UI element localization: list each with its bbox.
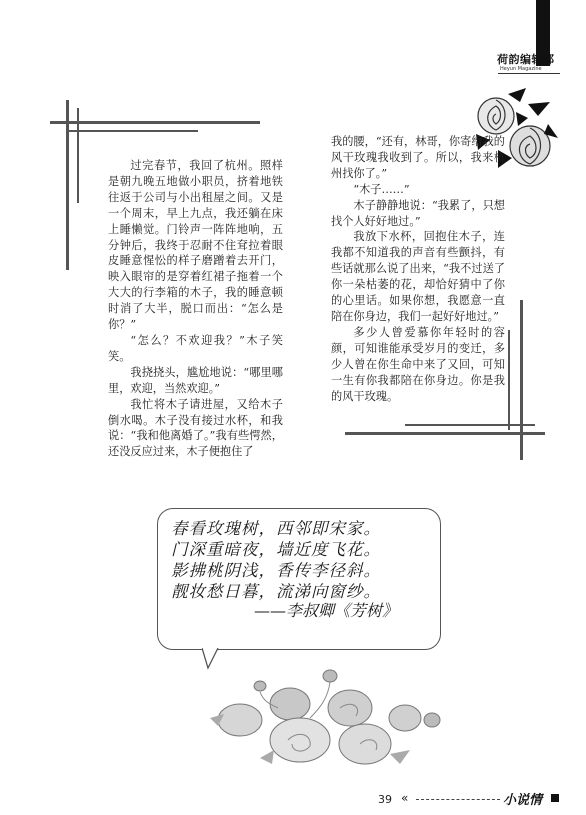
paragraph: “怎么？不欢迎我？”木子笑笑。 <box>108 333 283 363</box>
article-right-column <box>331 134 505 404</box>
poem-author: ——李叔卿《芳树》 <box>254 601 399 620</box>
paragraph: “木子……” <box>353 182 410 196</box>
paragraph: 木子静静地说：“我累了，只想找个人好好地过。” <box>331 198 505 228</box>
poem-line: 门深重暗夜，墙近度飞花。 <box>171 540 381 559</box>
double-arrow-icon: « <box>401 791 409 805</box>
paragraph: 我挠挠头，尴尬地说：“哪里哪里，欢迎，当然欢迎。” <box>108 365 283 395</box>
flower-bouquet-icon <box>200 658 450 770</box>
footer-dashed-line <box>416 799 500 800</box>
poem-line: 春看玫瑰树，西邻即宋家。 <box>171 519 381 538</box>
poem-line: 影拂桃阴浅，香传李径斜。 <box>171 561 381 580</box>
section-title: 荷韵编辑部 <box>497 53 555 66</box>
section-subtitle: Heyun Magazine <box>500 66 542 72</box>
paragraph: 我忙将木子请进屋，又给木子倒水喝。木子没有接过水杯，和我说：“我和他离婚了。”我有些愕然，还没反应过来，木子便抱住了 <box>108 397 283 459</box>
article-left-column <box>108 158 283 460</box>
poem-line: 靓妆愁日暮，流涕向窗纱。 <box>171 582 381 601</box>
square-icon <box>551 794 559 802</box>
paragraph-continued: 我的腰，“还有，林哥，你寄给我的风干玫瑰我收到了。所以，我来杭州找你了。” <box>331 135 505 180</box>
paragraph: 过完春节，我回了杭州。照样是朝九晚五地做小职员，挤着地铁往返于公司与小出租屋之间。又是一个周末，早上九点，我还躺在床上睡懒觉。门铃声一阵阵地响，五分钟后，我终于忍耐不住耷拉着眼皮睡意惺忪的样子磨蹭着去开门，映入眼帘的是穿着红裙子拖着一个大大的行李箱的木子，我的睡意顿时消了大半，脱口而出：“怎么是你？” <box>108 159 283 332</box>
header-divider <box>498 73 560 74</box>
paragraph: 我放下水杯，回抱住木子，连我都不知道我的声音有些颤抖，有些话就那么说了出来，“我不过送了你一朵枯萎的花，却恰好猜中了你的心里话。如果你想，我愿意一直陪在你身边，我们一起好好地过。” <box>331 230 505 323</box>
page-number: 39 <box>378 793 392 806</box>
magazine-name: 小说情 <box>503 793 543 808</box>
paragraph: 多少人曾爱慕你年轻时的容颜，可知谁能承受岁月的变迁，多少人曾在你生命中来了又回，可知一生有你我都陪在你身边。你是我的风干玫瑰。 <box>331 325 505 403</box>
